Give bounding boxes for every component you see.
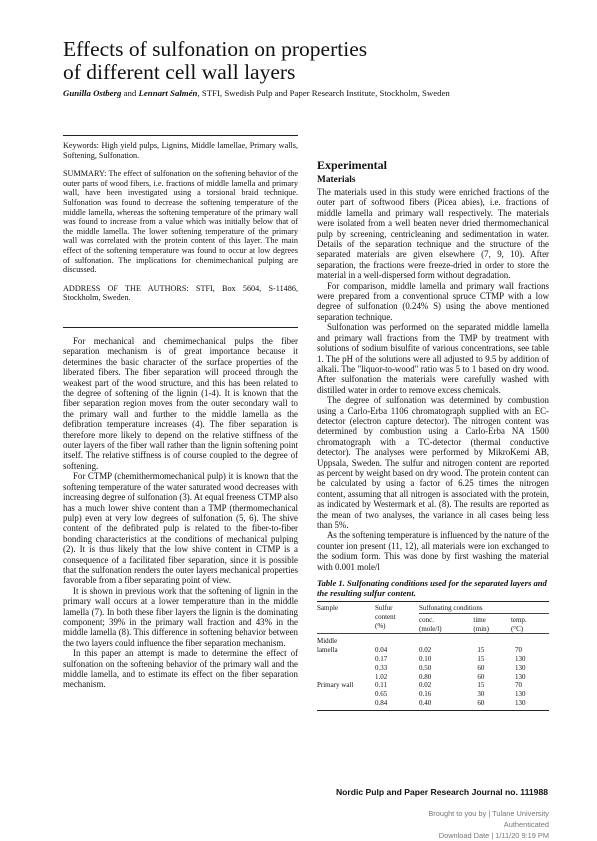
- cell-time: 60: [477, 663, 485, 672]
- cell-temp: 130: [514, 655, 526, 664]
- title-line-2: of different cell wall layers: [63, 60, 296, 84]
- cell-sample: [317, 673, 375, 682]
- cell-sulfur: [375, 637, 419, 646]
- cell-sample: [317, 655, 375, 664]
- journal-line: Nordic Pulp and Paper Research Journal no. 111988: [335, 787, 548, 797]
- author-1: Gunilla Ostberg: [63, 88, 122, 98]
- table-row: [317, 664, 549, 673]
- cell-sample: [317, 690, 375, 699]
- cell-sulfur: 0.04: [375, 646, 388, 655]
- article-title: [63, 38, 543, 84]
- cell-sulfur: 0.65: [375, 690, 388, 699]
- cell-time: 60: [477, 672, 485, 681]
- footer-line: Brought to you by | Tulane University: [428, 809, 549, 818]
- footer-line: Authenticated: [503, 820, 549, 829]
- author-address: ADDRESS OF THE AUTHORS: STFI, Box 5604, S-11486, Stockholm, Sweden.: [63, 283, 298, 303]
- cell-sulfur: 0.17: [375, 655, 388, 664]
- cell-conc: 0.80: [419, 672, 432, 681]
- cell-conc: 0.40: [419, 699, 432, 707]
- cell-temp: 130: [514, 663, 526, 672]
- body-paragraph: It is shown in previous work that the softening of lignin in the primary wall occurs at a lower temperature than in the middle lamella (7). In both these fiber layers the lignin is the dominating component; 39% in the primary wall fraction and 43% in the middle lamella (8). This difference in softening behavior between the two layers could influence the fiber separation mechanism.: [63, 585, 298, 648]
- cell-temp: 70: [514, 681, 522, 690]
- body-paragraph: For comparison, middle lamella and primary wall fractions were prepared from a conventional spruce CTMP with a low degree of sulfonation (0.24% S) using the above mentioned separation technique.: [317, 280, 549, 322]
- download-footer: [330, 808, 549, 841]
- cell-sample: Middle: [317, 637, 338, 646]
- table-body: [317, 637, 549, 707]
- cell-temp: [511, 637, 549, 646]
- table-row: [317, 673, 549, 682]
- table-row: [317, 646, 549, 655]
- cell-time: 15: [477, 655, 485, 664]
- cell-temp: 130: [514, 690, 526, 699]
- body-paragraph: The degree of sulfonation was determined by combustion using a Carlo-Erba 1106 chromatograph supplied with an EC-detector (electron capture detector). The nitrogen content was determined by combustion using a Carlo-Erba NA 1500 chromatograph with a TC-detector (thermal conductive detector). The analyses were performed by MikroKemi AB, Uppsala, Sweden. The sulfur and nitrogen content are reported as percent by weight based on dry wood. The protein content can be calculated by using a factor of 6.25 times the nitrogen content, assuming that all nitrogen is associated with the protein, as indicated by Westermark et al. (8). The results are reported as the mean of two analyses, the variance in all cases being less than 5%.: [317, 395, 549, 530]
- cell-sulfur: 0.33: [375, 663, 388, 672]
- cell-sulfur: 0.84: [375, 699, 388, 707]
- col-header-temp: temp. (°C): [510, 615, 527, 633]
- col-header-sulfur: Sulfur content (%): [375, 604, 396, 630]
- abstract-box: [63, 141, 298, 312]
- author-affiliation: , STFI, Swedish Pulp and Paper Research Institute, Stockholm, Sweden: [197, 88, 450, 98]
- cell-temp: 70: [514, 646, 522, 655]
- table-bottom-rule: [317, 710, 549, 711]
- cell-time: 15: [477, 681, 485, 690]
- table-top-rule: [317, 601, 549, 602]
- col-header-conditions: Sulfonating conditions: [419, 602, 549, 613]
- cell-sample: [317, 664, 375, 673]
- cell-conc: [419, 637, 473, 646]
- author-line: [63, 88, 543, 99]
- keywords-top-rule: [63, 135, 298, 136]
- body-paragraph: Sulfonation was performed on the separated middle lamella and primary wall fractions from the TMP by treatment with solutions of sodium bisulfite of various concentrations, see table 1. The pH of the solutions were all adjusted to 9.5 by addition of alkali. The "liquor-to-wood" ratio was 5 to 1 based on dry wood. After sulfonation the materials were carefully washed with distilled water in order to remove excess chemicals.: [317, 322, 549, 395]
- cell-time: [473, 637, 511, 646]
- cell-time: 60: [477, 699, 485, 707]
- cell-temp: 130: [514, 699, 526, 707]
- table-row: [317, 655, 549, 664]
- keywords: Keywords: High yield pulps, Lignins, Middle lamellae, Primary walls, Softening, Sulfonation.: [63, 141, 298, 160]
- cell-temp: 130: [514, 672, 526, 681]
- table-caption: Table 1. Sulfonating conditions used for the separated layers and the resulting sulfur content.: [317, 578, 547, 599]
- sulfonation-table: [317, 602, 549, 708]
- cell-conc: 0.02: [419, 646, 432, 655]
- body-paragraph: For mechanical and chemimechanical pulps the fiber separation mechanism is of great importance because it determines the basic character of the surface properties of the liberated fibers. The fiber separation will proceed through the weakest part of the wood structure, and this has been related to the degree of softening of the lignin (1-4). It is known that the fiber separation region moves from the outer secondary wall to the primary wall and further to the middle lamella as the defibration temperature increases (4). The fiber separation is therefore more likely to depend on the relative stiffness of the outer layers of the fiber wall rather than the lignin softening point itself. The relative stiffness is of course coupled to the degree of softening.: [63, 336, 298, 471]
- footer-line: Download Date | 1/11/20 9:19 PM: [438, 831, 549, 840]
- body-paragraph: In this paper an attempt is made to determine the effect of sulfonation on the softening behavior of the primary wall and the middle lamella, and to estimate its effect on the fiber separation mechanism.: [63, 648, 298, 690]
- table-row: [317, 681, 549, 690]
- cell-sulfur: 1.02: [375, 672, 388, 681]
- left-column-body: [63, 336, 298, 690]
- body-paragraph: As the softening temperature is influenced by the nature of the counter ion present (11, 12), all materials were ion exchanged to the sodium form. This was done by first washing the material with 0.001 mole/l: [317, 530, 549, 572]
- cell-conc: 0.02: [419, 681, 432, 690]
- col-header-conc: conc. (mole/l): [419, 615, 442, 633]
- col-header-time: time (min): [473, 615, 489, 633]
- cell-time: 30: [477, 690, 485, 699]
- cell-sample: Primary wall: [317, 681, 354, 690]
- title-line-1: Effects of sulfonation on properties: [63, 37, 368, 61]
- table-row: [317, 637, 549, 646]
- cell-sulfur: 0.11: [375, 681, 387, 690]
- body-paragraph: For CTMP (chemithermomechanical pulp) it is known that the softening temperature of the water saturated wood decreases with increasing degree of sulfonation (3). At equal freeness CTMP also has a much lower shive content than a TMP (thermomechanical pulp) even at very low degrees of sulfonation (5, 6). The shive content of the defibrated pulp is related to the fiber-to-fiber bonding characteristics at the conditions of mechanical pulping (2). It is thus likely that the low shive content in CTMP is a consequence of a facilitated fiber separation, since it is possible that the sulfonation renders the outer layers mechanical properties favorable from a fiber separating point of view.: [63, 471, 298, 586]
- experimental-heading: Experimental: [317, 158, 387, 172]
- right-column-body: [317, 158, 549, 711]
- author-conjunction: and: [123, 88, 137, 98]
- cell-conc: 0.50: [419, 663, 432, 672]
- col-header-sample: Sample: [317, 604, 338, 613]
- abstract-bottom-rule: [63, 327, 298, 328]
- cell-sample: lamella: [317, 646, 338, 655]
- cell-time: 15: [477, 646, 485, 655]
- table-row: [317, 690, 549, 699]
- table-row: [317, 699, 549, 708]
- author-2: Lennart Salmén: [138, 88, 198, 98]
- cell-conc: 0.16: [419, 690, 432, 699]
- body-paragraph: The materials used in this study were enriched fractions of the outer part of softwood fibers (Picea abies), i.e. fractions of middle lamella and primary wall respectively. The materials were isolated from a well beaten never dried thermomechanical pulp by screening, centricleaning and sedimentation in water. Details of the separation technique and the structure of the separated materials are given elsewhere (7, 9, 10). After separation, the fractions were freeze-dried in order to store the material in a well-dispersed form without degradation.: [317, 187, 549, 281]
- summary: SUMMARY: The effect of sulfonation on the softening behavior of the outer parts of wood fibers, i.e. fractions of middle lamella and primary wall, have been investigated using a torsional braid technique. Sulfonation was found to decrease the softening temperature of the middle lamella, whereas the softening temperature of the primary wall was found to increase from a value which was initially below that of the middle lamella. The lower softening temperature of the primary wall was correlated with the protein content of this layer. The main effect of the softening temperature was found to occur at low degrees of sulfonation. The implications for chemimechanical pulping are discussed.: [63, 169, 298, 275]
- materials-heading: Materials: [317, 175, 356, 185]
- cell-conc: 0.10: [419, 655, 432, 664]
- cell-sample: [317, 699, 375, 708]
